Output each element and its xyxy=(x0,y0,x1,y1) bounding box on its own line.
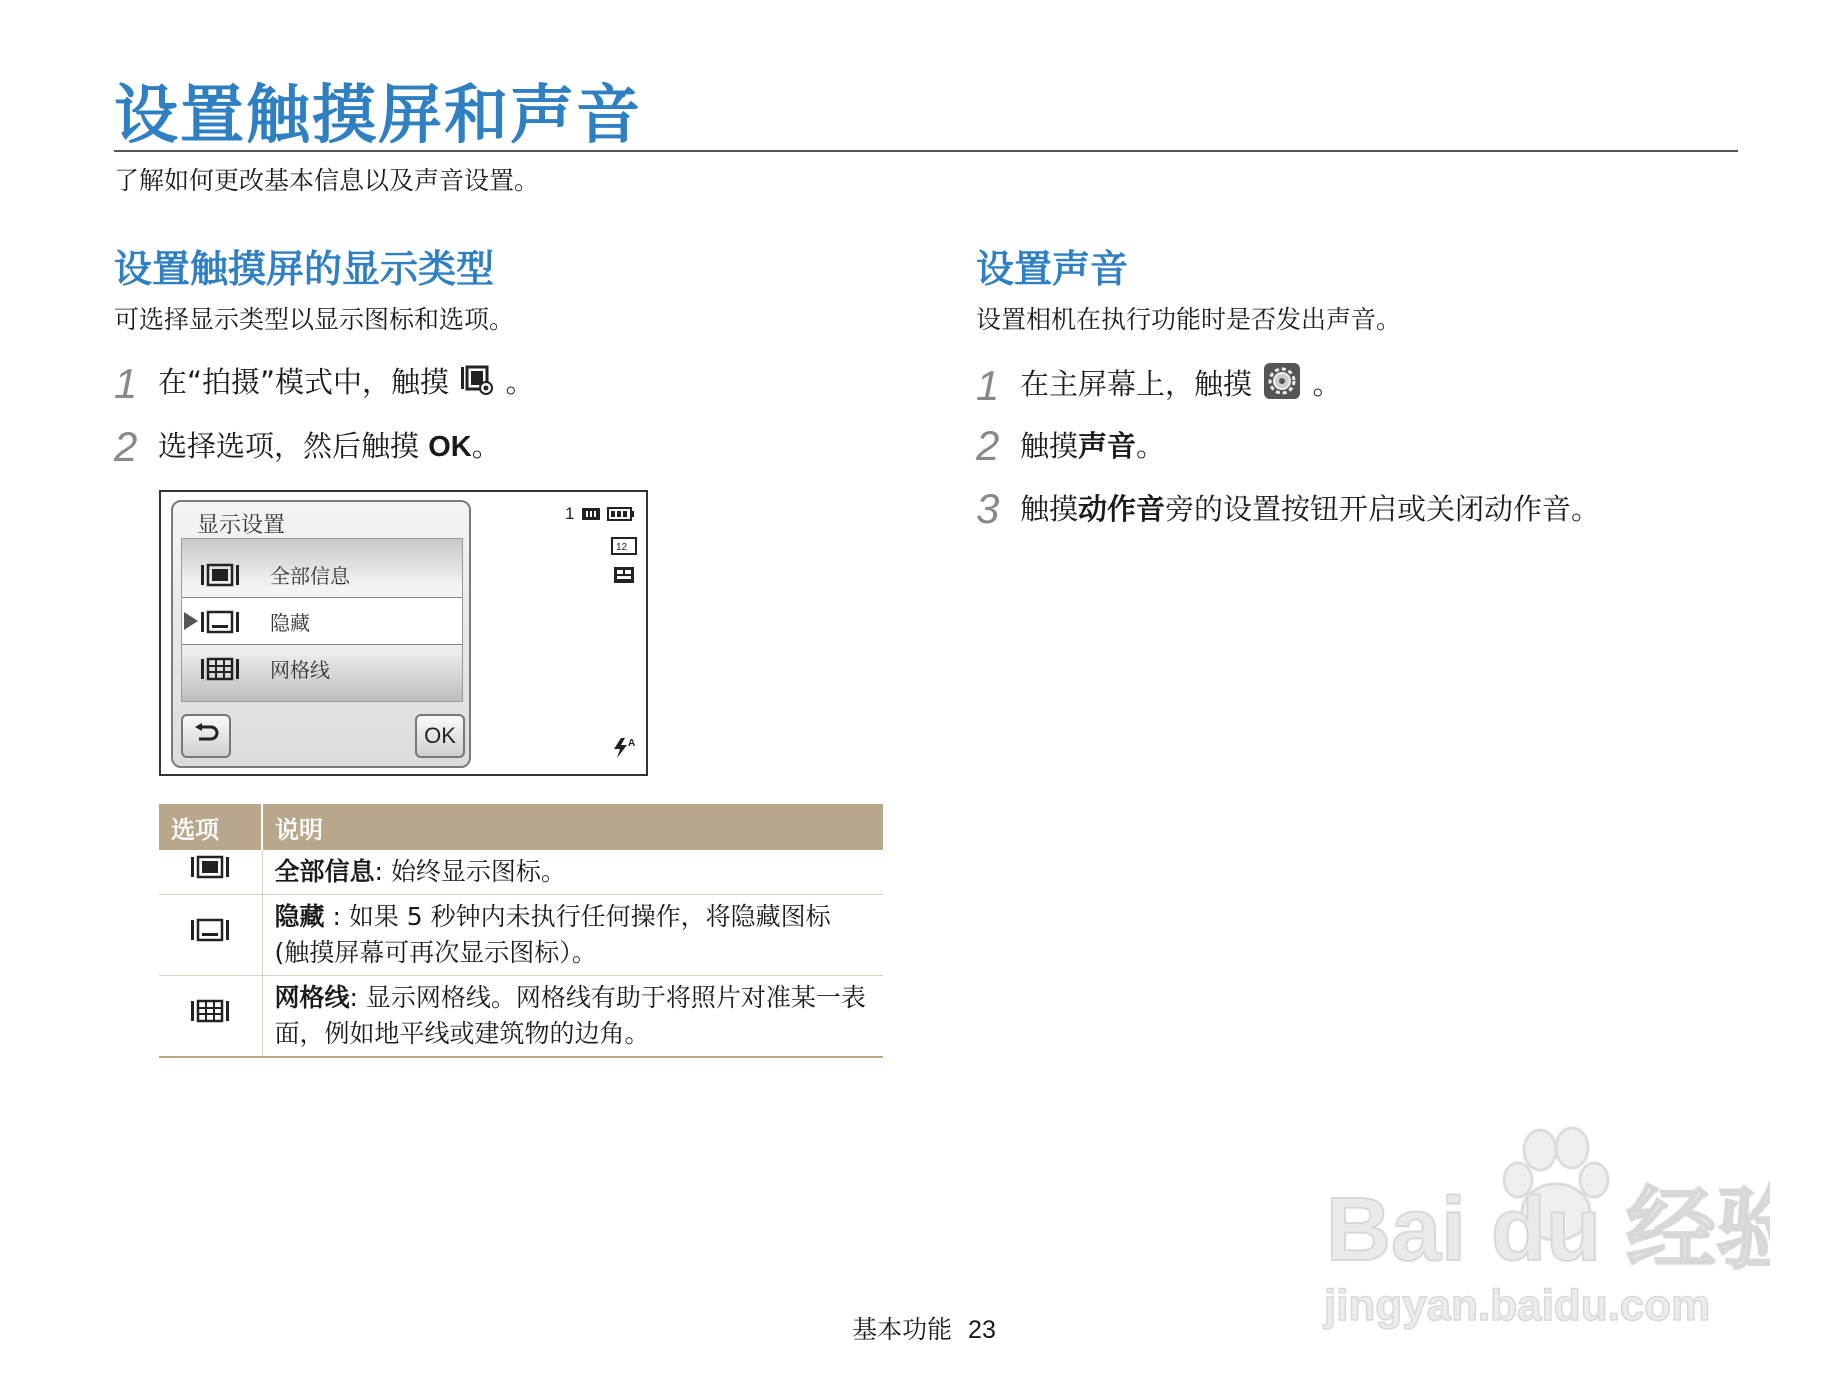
step-text-post: 旁的设置按钮开启或关闭动作音。 xyxy=(1165,492,1601,526)
page-footer xyxy=(0,1310,1848,1346)
section-title-sound: 设置声音 xyxy=(976,247,1129,291)
table-cell-icon xyxy=(159,850,262,895)
back-button[interactable] xyxy=(181,714,231,758)
step-number: 1 xyxy=(976,362,1000,409)
battery-icon xyxy=(607,506,635,526)
settings-gear-icon xyxy=(1263,362,1301,410)
svg-text:A: A xyxy=(628,738,636,749)
section-desc-display: 可选择显示类型以显示图标和选项。 xyxy=(114,305,515,334)
back-arrow-icon xyxy=(193,723,219,749)
sound-step-3 xyxy=(976,485,1601,532)
display-full-icon xyxy=(200,563,240,591)
table-cell-desc xyxy=(262,895,883,976)
quality-icon xyxy=(613,566,635,588)
option-term: 全部信息 xyxy=(274,857,375,886)
display-hide-icon xyxy=(190,920,230,949)
display-options-table xyxy=(159,804,883,1058)
status-count: 1 xyxy=(565,504,575,523)
sound-step-2 xyxy=(976,422,1166,469)
step-text-pre: 触摸 xyxy=(1020,429,1079,463)
panel-title: 显示设置 xyxy=(197,513,286,538)
table-cell-icon xyxy=(159,895,262,976)
step-text-bold: 声音 xyxy=(1078,429,1137,463)
table-row xyxy=(159,850,883,895)
step-number: 1 xyxy=(114,359,138,407)
step-text-post: 。 xyxy=(1312,367,1342,401)
step-text xyxy=(158,426,501,467)
step-number: 3 xyxy=(976,485,1000,532)
watermark-brand: Bai du 经验 xyxy=(1326,1180,1770,1280)
page-title: 设置触摸屏和声音 xyxy=(114,79,642,153)
ok-button[interactable]: OK xyxy=(415,714,465,758)
menu-item-grid[interactable] xyxy=(182,645,462,691)
sound-step-1 xyxy=(976,362,1341,410)
page-subtitle: 了解如何更改基本信息以及声音设置。 xyxy=(114,166,540,195)
display-full-icon xyxy=(190,857,230,886)
section-desc-sound: 设置相机在执行功能时是否发出声音。 xyxy=(976,305,1402,334)
table-row xyxy=(159,976,883,1058)
display-step-2 xyxy=(114,422,501,470)
footer-section: 基本功能 xyxy=(852,1315,953,1344)
menu-item-label: 隐藏 xyxy=(270,610,310,635)
step-text-bold: 动作音 xyxy=(1078,492,1166,526)
table-cell-desc xyxy=(262,850,883,895)
resolution-icon xyxy=(611,536,637,560)
step-text xyxy=(158,362,535,405)
display-grid-icon xyxy=(200,657,240,685)
flash-auto-icon xyxy=(611,736,639,764)
selection-arrow-icon xyxy=(184,612,198,630)
svg-text:12: 12 xyxy=(616,542,628,553)
option-desc: : 显示网格线。网格线有助于将照片对准某一表面，例如地平线或建筑物的边角。 xyxy=(274,983,866,1048)
watermark-url: jingyan.baidu.com xyxy=(1324,1281,1711,1330)
table-header-option: 选项 xyxy=(159,804,262,850)
memory-card-icon xyxy=(581,506,601,526)
step-text-post: 。 xyxy=(471,429,501,463)
display-settings-icon xyxy=(460,363,494,405)
display-grid-icon xyxy=(190,1001,230,1030)
option-desc: : 如果 5 秒钟内未执行任何操作，将隐藏图标 (触摸屏幕可再次显示图标）。 xyxy=(274,902,831,967)
display-step-1 xyxy=(114,359,535,407)
step-text xyxy=(1020,426,1165,466)
step-text-pre: 在“拍摄”模式中，触摸 xyxy=(158,365,459,399)
option-desc: : 始终显示图标。 xyxy=(374,857,566,886)
camera-screen xyxy=(159,490,648,776)
page-number: 23 xyxy=(968,1316,996,1344)
step-text-pre: 在主屏幕上，触摸 xyxy=(1020,367,1262,401)
display-hide-icon xyxy=(200,610,240,638)
step-text xyxy=(1020,489,1600,529)
step-number: 2 xyxy=(114,422,138,470)
option-term: 隐藏 xyxy=(274,902,325,931)
step-text-post: 。 xyxy=(1136,429,1166,463)
step-text-post: 。 xyxy=(505,365,535,399)
step-text-pre: 选择选项，然后触摸 xyxy=(158,429,429,463)
step-number: 2 xyxy=(976,422,1000,469)
step-text-bold: OK xyxy=(428,431,472,463)
display-settings-panel xyxy=(171,500,471,768)
table-row xyxy=(159,895,883,976)
step-text xyxy=(1020,362,1341,410)
table-header-row xyxy=(159,804,883,850)
section-title-display: 设置触摸屏的显示类型 xyxy=(114,247,495,291)
title-divider xyxy=(114,150,1738,152)
menu-item-full-info[interactable] xyxy=(182,551,462,597)
menu-item-label: 全部信息 xyxy=(270,563,350,588)
option-term: 网格线 xyxy=(274,983,350,1012)
menu-item-label: 网格线 xyxy=(270,657,330,682)
table-cell-desc xyxy=(262,976,883,1058)
table-header-description: 说明 xyxy=(262,804,883,850)
menu-item-hide[interactable] xyxy=(182,597,462,645)
step-text-pre: 触摸 xyxy=(1020,492,1079,526)
table-cell-icon xyxy=(159,976,262,1058)
display-options-menu xyxy=(181,538,463,702)
